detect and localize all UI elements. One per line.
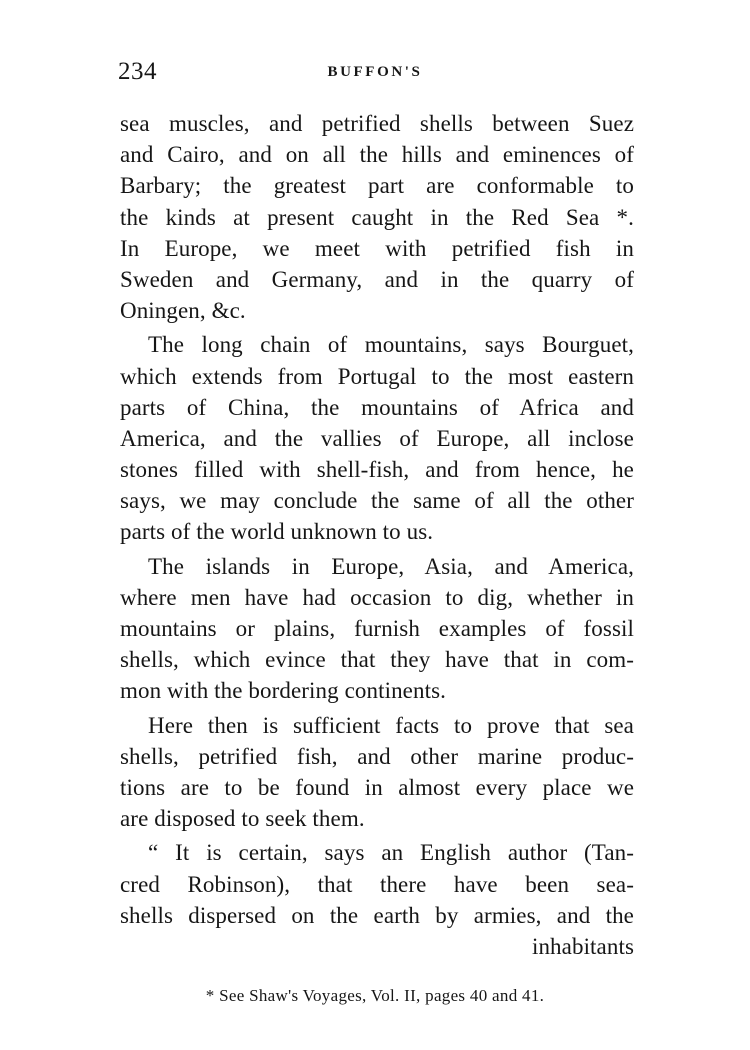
text-line: the kinds at present caught in the Red Sea *. bbox=[120, 204, 634, 230]
text-line: parts of the world unknown to us. bbox=[120, 519, 434, 545]
text-line: Sweden and Germany, and in the quarry of bbox=[120, 266, 634, 292]
text-line: shells, which evince that they have that in com- bbox=[120, 647, 634, 673]
text-line: mon with the bordering continents. bbox=[120, 678, 446, 704]
page-number: 234 bbox=[118, 58, 157, 85]
page-header bbox=[0, 58, 750, 98]
text-line: sea muscles, and petrified shells between Suez bbox=[120, 111, 634, 136]
text-line: stones filled with shell-fish, and from hence, he bbox=[120, 457, 634, 483]
text-line: Here then is sufficient facts to prove that sea bbox=[148, 712, 634, 738]
paragraph-3 bbox=[120, 551, 634, 707]
text-line: and Cairo, and on all the hills and eminences of bbox=[120, 142, 634, 168]
text-line: parts of China, the mountains of Africa and bbox=[120, 394, 634, 420]
running-head: BUFFON'S bbox=[327, 64, 423, 80]
text-line: Oningen, &c. bbox=[120, 298, 246, 324]
text-line: America, and the vallies of Europe, all inclose bbox=[120, 425, 634, 451]
paragraph-1 bbox=[120, 108, 634, 326]
text-line: mountains or plains, furnish examples of fossil bbox=[120, 616, 634, 641]
footnote: * See Shaw's Voyages, Vol. II, pages 40 and 41. bbox=[205, 986, 545, 1005]
catchword: inhabitants bbox=[531, 933, 634, 959]
text-line: shells, petrified fish, and other marine produc- bbox=[120, 743, 634, 769]
text-line: are disposed to seek them. bbox=[120, 806, 365, 832]
body-text bbox=[120, 108, 634, 962]
text-line: In Europe, we meet with petrified fish in bbox=[120, 235, 634, 261]
text-line: Barbary; the greatest part are conformable to bbox=[120, 173, 634, 199]
paragraph-2 bbox=[120, 329, 634, 547]
paragraph-4 bbox=[120, 710, 634, 835]
text-line: tions are to be found in almost every place we bbox=[120, 774, 634, 800]
text-line: says, we may conclude the same of all the other bbox=[120, 488, 634, 514]
text-line: which extends from Portugal to the most eastern bbox=[120, 363, 634, 389]
text-line: shells dispersed on the earth by armies, and the bbox=[120, 902, 634, 928]
text-line: The long chain of mountains, says Bourguet, bbox=[148, 332, 634, 358]
paragraph-5 bbox=[120, 837, 634, 931]
text-line: The islands in Europe, Asia, and America, bbox=[148, 553, 634, 579]
text-line: “ It is certain, says an English author (Tan- bbox=[148, 840, 634, 866]
text-line: where men have had occasion to dig, whether in bbox=[120, 584, 634, 610]
text-line: cred Robinson), that there have been sea- bbox=[120, 871, 634, 897]
